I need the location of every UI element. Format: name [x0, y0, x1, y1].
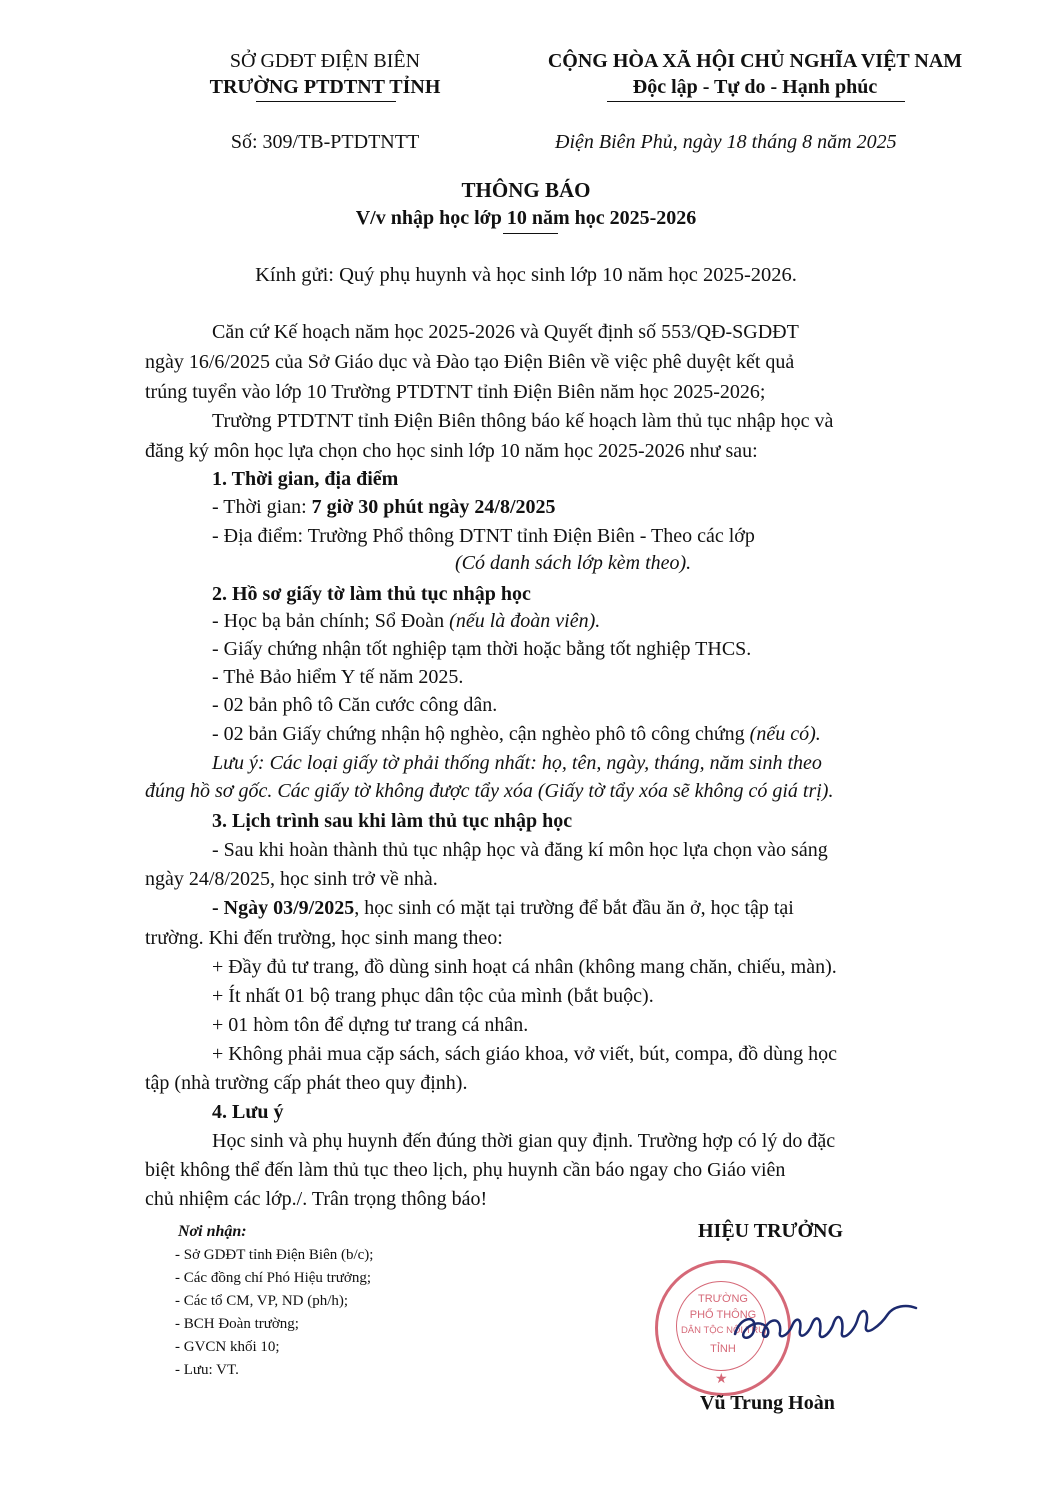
document-item: - Thẻ Bảo hiểm Y tế năm 2025.	[212, 666, 464, 688]
bring-item: tập (nhà trường cấp phát theo quy định).	[145, 1072, 468, 1094]
time-label: - Thời gian:	[212, 496, 312, 518]
intro-line: trúng tuyển vào lớp 10 Trường PTDTNT tỉnh Điện Biên năm học 2025-2026;	[145, 381, 766, 403]
document-item: - 02 bản phô tô Căn cước công dân.	[212, 694, 498, 716]
bring-item: + Đầy đủ tư trang, đồ dùng sinh hoạt cá nhân (không mang chăn, chiếu, màn).	[212, 956, 837, 978]
handwritten-signature	[730, 1296, 920, 1356]
recipient-item: - GVCN khối 10;	[175, 1339, 280, 1355]
principal-title: HIỆU TRƯỞNG	[698, 1220, 844, 1242]
bring-item: + Không phải mua cặp sách, sách giáo khoa, vở viết, bút, compa, đồ dùng học	[212, 1043, 838, 1065]
national-motto: Độc lập - Tự do - Hạnh phúc	[632, 76, 878, 98]
recipient-item: - Lưu: VT.	[175, 1362, 239, 1378]
motto-underline	[607, 101, 905, 102]
section-heading: 3. Lịch trình sau khi làm thủ tục nhập học	[212, 810, 573, 832]
intro-line: đăng ký môn học lựa chọn cho học sinh lớp 10 năm học 2025-2026 như sau:	[145, 440, 758, 462]
seal-star-icon: ★	[715, 1372, 728, 1387]
school-name: TRƯỜNG PTDTNT TỈNH	[209, 76, 441, 98]
place-line: - Địa điểm: Trường Phổ thông DTNT tỉnh Điện Biên - Theo các lớp	[212, 525, 755, 547]
document-title: THÔNG BÁO	[461, 178, 591, 202]
subject-underline	[503, 233, 558, 234]
schedule-line	[212, 896, 794, 920]
seal-text: PHỔ THÔNG	[689, 1309, 757, 1321]
schedule-line: trường. Khi đến trường, học sinh mang theo:	[145, 927, 503, 949]
document-item-note: (nếu có).	[749, 723, 821, 745]
document-item: - Giấy chứng nhận tốt nghiệp tạm thời hoặc bằng tốt nghiệp THCS.	[212, 638, 752, 660]
document-item-text: - 02 bản Giấy chứng nhận hộ nghèo, cận nghèo phô tô công chứng	[212, 723, 750, 745]
recipient-item: - Sở GDĐT tỉnh Điện Biên (b/c);	[175, 1247, 374, 1263]
place-note: (Có danh sách lớp kèm theo).	[455, 552, 692, 574]
bring-item: + 01 hòm tôn để dựng tư trang cá nhân.	[212, 1014, 529, 1036]
document-number: Số: 309/TB-PTDTNTT	[230, 131, 420, 153]
seal-text: TRƯỜNG	[698, 1293, 748, 1305]
section-heading: 2. Hồ sơ giấy tờ làm thủ tục nhập học	[212, 583, 531, 605]
document-item	[212, 609, 600, 633]
intro-line: Căn cứ Kế hoạch năm học 2025-2026 và Quyết định số 553/QĐ-SGDĐT	[212, 321, 799, 343]
note-line: biệt không thể đến làm thủ tục theo lịch, phụ huynh cần báo ngay cho Giáo viên	[145, 1159, 786, 1181]
arrival-text: , học sinh có mặt tại trường để bắt đầu ăn ở, học tập tại	[354, 897, 794, 919]
principal-name: Vũ Trung Hoàn	[700, 1392, 835, 1414]
document-item-text: - Học bạ bản chính; Sổ Đoàn	[212, 610, 450, 632]
document-item	[212, 722, 821, 746]
section-heading: 4. Lưu ý	[212, 1101, 284, 1123]
intro-line: Trường PTDTNT tỉnh Điện Biên thông báo kế hoạch làm thủ tục nhập học và	[212, 410, 834, 432]
school-name-underline	[256, 101, 396, 102]
recipient-item: - BCH Đoàn trường;	[175, 1316, 299, 1332]
time-line	[212, 495, 556, 519]
schedule-line: - Sau khi hoàn thành thủ tục nhập học và đăng kí môn học lựa chọn vào sáng	[212, 839, 828, 861]
bring-item: + Ít nhất 01 bộ trang phục dân tộc của mình (bắt buộc).	[212, 985, 654, 1007]
department-name: SỞ GDĐT ĐIỆN BIÊN	[229, 50, 421, 72]
recipient-item: - Các đồng chí Phó Hiệu trưởng;	[175, 1270, 372, 1286]
note-line: Học sinh và phụ huynh đến đúng thời gian quy định. Trường hợp có lý do đặc	[212, 1130, 836, 1152]
place-date: Điện Biên Phủ, ngày 18 tháng 8 năm 2025	[555, 131, 897, 153]
seal-text: TỈNH	[710, 1343, 736, 1355]
document-subject: V/v nhập học lớp 10 năm học 2025-2026	[355, 207, 697, 229]
recipient-item: - Các tổ CM, VP, ND (ph/h);	[175, 1293, 349, 1309]
greeting: Kính gửi: Quý phụ huynh và học sinh lớp 10 năm học 2025-2026.	[255, 264, 797, 286]
country-name: CỘNG HÒA XÃ HỘI CHỦ NGHĨA VIỆT NAM	[547, 50, 963, 72]
time-value: 7 giờ 30 phút ngày 24/8/2025	[311, 496, 556, 518]
schedule-line: ngày 24/8/2025, học sinh trở về nhà.	[145, 868, 438, 890]
documents-note: đúng hồ sơ gốc. Các giấy tờ không được tẩy xóa (Giấy tờ tẩy xóa sẽ không có giá trị).	[145, 780, 834, 802]
seal-text: DÂN TỘC NỘI TRÚ	[680, 1325, 766, 1336]
documents-note: Lưu ý: Các loại giấy tờ phải thống nhất: họ, tên, ngày, tháng, năm sinh theo	[212, 752, 822, 774]
arrival-date: - Ngày 03/9/2025	[212, 897, 355, 919]
document-item-note: (nếu là đoàn viên).	[449, 610, 601, 632]
section-heading: 1. Thời gian, địa điểm	[212, 468, 399, 490]
recipients-heading: Nơi nhận:	[178, 1223, 247, 1240]
intro-line: ngày 16/6/2025 của Sở Giáo dục và Đào tạo Điện Biên về việc phê duyệt kết quả	[145, 351, 795, 373]
note-line: chủ nhiệm các lớp./. Trân trọng thông báo!	[145, 1188, 488, 1210]
